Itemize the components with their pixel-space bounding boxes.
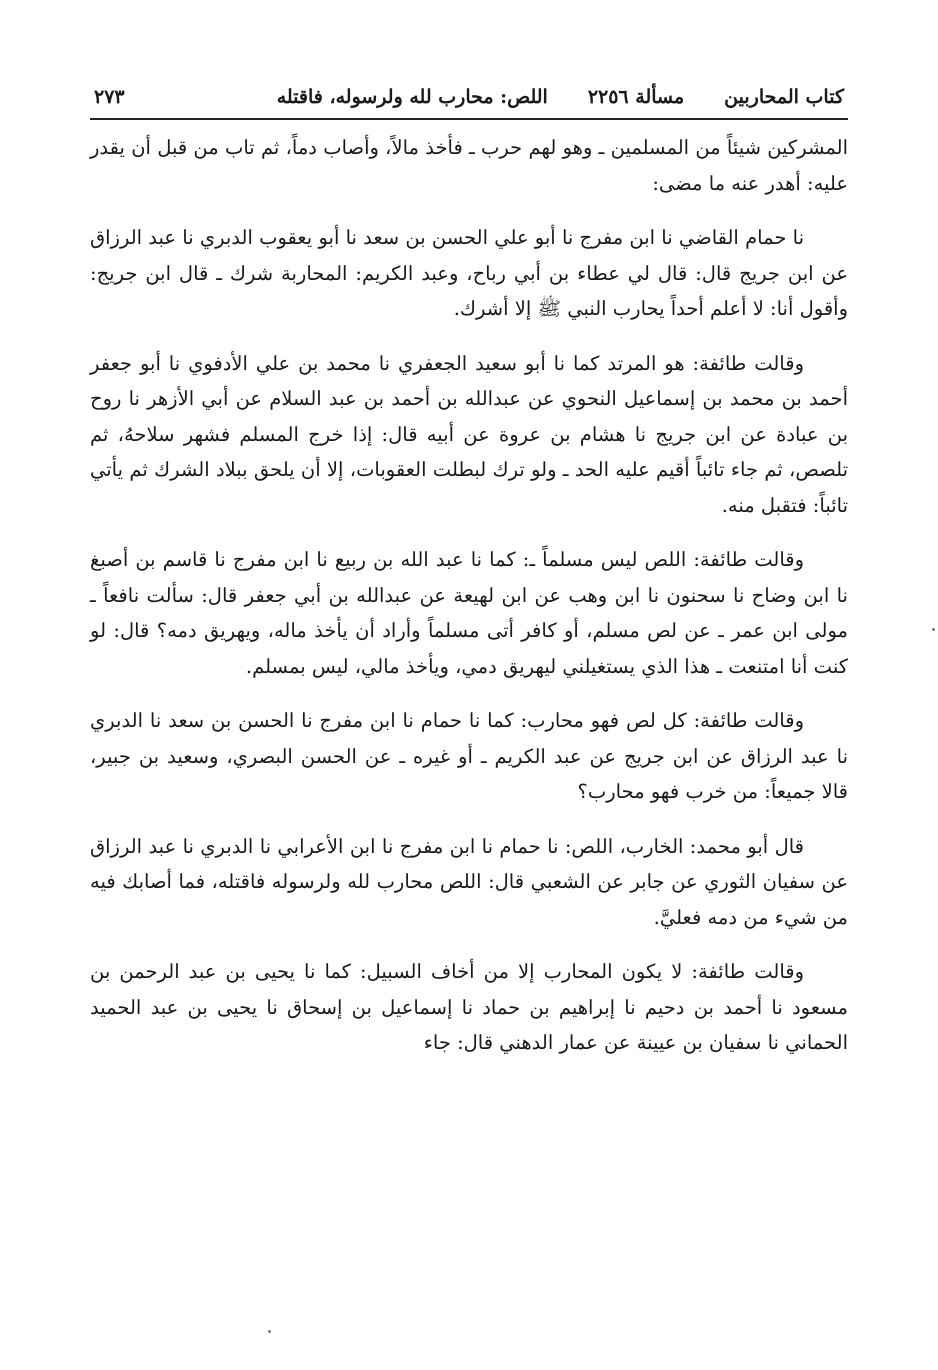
paragraph-3: وقالت طائفة: هو المرتد كما نا أبو سعيد الجعفري نا محمد بن علي الأدفوي نا أبو جعفر أحمد بن محمد بن إسماعيل النحوي عن عبدالله بن أحمد بن عبد السلام عن أبي الأزهر نا روح بن عبادة عن ابن جريج نا هشام بن عروة عن أبيه قال: إذا خرج المسلم فشهر سلاحهُ، ثم تلصص، ثم جاء تائباً أقيم عليه الحد ـ ولو ترك لبطلت العقوبات، إلا أن يلحق ببلاد الشرك ثم يأتي تائباً: فتقبل منه. xyxy=(90,351,848,517)
issue-number: مسألة ٢٢٥٦ xyxy=(587,86,685,108)
paragraph-2: نا حمام القاضي نا ابن مفرج نا أبو علي الحسن بن سعد نا أبو يعقوب الدبري نا عبد الرزاق عن ابن جريج قال: قال لي عطاء بن أبي رباح، وعبد الكريم: المحاربة شرك ـ قال ابن جريج: وأقول أنا: لا أعلم أحداً يحارب النبي ﷺ إلا أشرك. xyxy=(90,226,848,320)
document-page xyxy=(90,78,848,1338)
header-right-group xyxy=(277,78,844,116)
scan-speck xyxy=(932,628,935,631)
paragraph-7: وقالت طائفة: لا يكون المحارب إلا من أخاف السبيل: كما نا يحيى بن عبد الرحمن بن مسعود نا أحمد بن دحيم نا إبراهيم بن حماد نا إسماعيل بن إسحاق نا يحيى بن عبد الحميد الحماني نا سفيان بن عيينة عن عمار الدهني قال: جاء xyxy=(90,960,848,1054)
issue-subject: اللص: محارب لله ولرسوله، فاقتله xyxy=(276,86,548,108)
body-text xyxy=(90,130,848,1061)
paragraph-6: قال أبو محمد: الخارب، اللص: نا حمام نا ابن مفرج نا ابن الأعرابي نا الدبري نا عبد الرزاق عن سفيان الثوري عن جابر عن الشعبي قال: اللص محارب لله ولرسوله فاقتله، فما أصابك فيه من شيء من دمه فعليَّ. xyxy=(90,834,848,929)
paragraph-1: المشركين شيئاً من المسلمين ـ وهو لهم حرب ـ فأخذ مالاً، وأصاب دماً، ثم تاب من قبل أن يقدر عليه: أهدر عنه ما مضى: xyxy=(90,136,848,195)
running-header xyxy=(90,78,848,120)
paragraph-5: وقالت طائفة: كل لص فهو محارب: كما نا حمام نا ابن مفرج نا الحسن بن سعد نا الدبري نا عبد الرزاق عن ابن جريج عن عبد الكريم ـ أو غيره ـ عن الحسن البصري، وسعيد بن جبير، قالا جميعاً: من خرب فهو محارب؟ xyxy=(90,709,848,803)
paragraph-4: وقالت طائفة: اللص ليس مسلماً ـ: كما نا عبد الله بن ربيع نا ابن مفرج نا قاسم بن أصبغ نا ابن وضاح نا سحنون نا ابن وهب عن ابن لهيعة عن عبدالله بن أبي جعفر قال: سألت نافعاً ـ مولى ابن عمر ـ عن لص مسلم، أو كافر أتى مسلماً وأراد أن يأخذ ماله، ويهريق دمه؟ قال: لو كنت أنا امتنعت ـ هذا الذي يستغيلني ليهريق دمي، ويأخذ مالي، ليس بمسلم. xyxy=(90,548,848,678)
page-number: ٢٧٣ xyxy=(94,86,125,108)
scan-speck xyxy=(268,1330,271,1333)
book-title: كتاب المحاربين xyxy=(724,86,844,108)
